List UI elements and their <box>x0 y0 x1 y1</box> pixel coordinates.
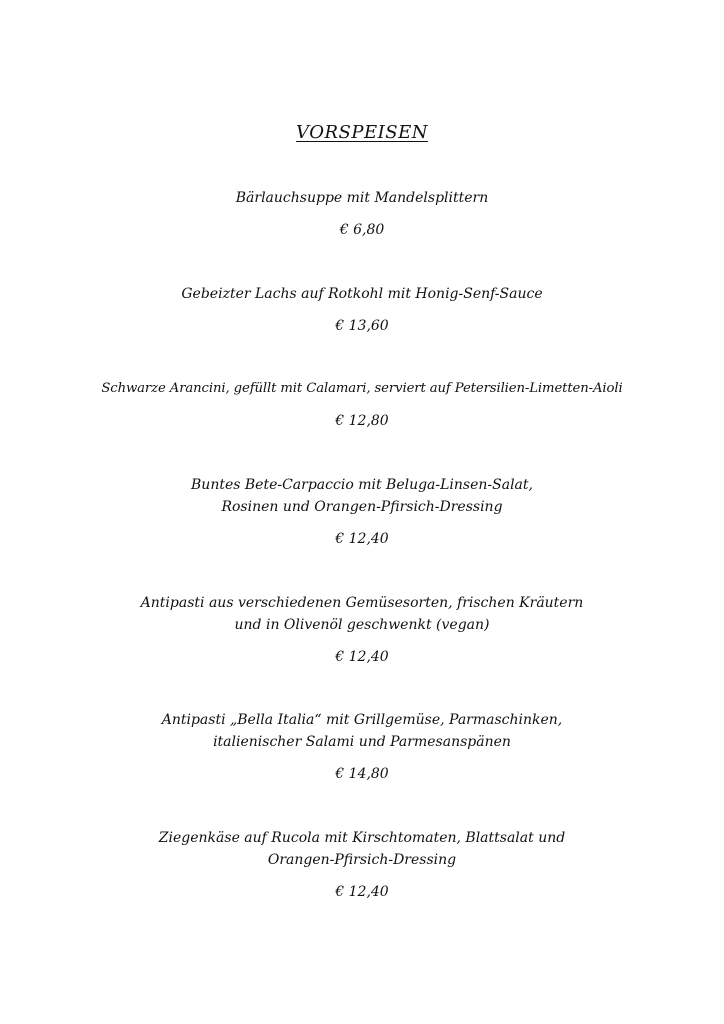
menu-item-description-line-2: und in Olivenöl geschwenkt (vegan) <box>234 617 490 633</box>
menu-item-description-line-1: Antipasti „Bella Italia“ mit Grillgemüse, Parmaschinken, <box>161 712 563 728</box>
menu-item-description: Bärlauchsuppe mit Mandelsplittern <box>235 190 489 206</box>
menu-item <box>0 592 724 668</box>
menu-item-description-line-2: italienischer Salami und Parmesanspänen <box>213 734 511 750</box>
menu-item-description-line-2: Orangen-Pfirsich-Dressing <box>267 852 457 868</box>
menu-item-description-line-2: Rosinen und Orangen-Pfirsich-Dressing <box>221 499 503 515</box>
menu-item-description: Schwarze Arancini, gefüllt mit Calamari, serviert auf Petersilien-Limetten-Aioli <box>101 381 623 396</box>
menu-item-description: Gebeizter Lachs auf Rotkohl mit Honig-Senf-Sauce <box>181 286 543 302</box>
menu-item <box>0 187 724 241</box>
menu-item-price: € 13,60 <box>335 318 389 334</box>
menu-item <box>0 378 724 432</box>
menu-item <box>0 827 724 903</box>
menu-item-price: € 12,40 <box>335 649 389 665</box>
menu-item-description-line-1: Antipasti aus verschiedenen Gemüsesorten, frischen Kräutern <box>140 595 584 611</box>
menu-item-price: € 6,80 <box>339 222 385 238</box>
menu-item <box>0 474 724 550</box>
menu-item-description-line-1: Ziegenkäse auf Rucola mit Kirschtomaten, Blattsalat und <box>158 830 566 846</box>
menu-item-price: € 14,80 <box>335 766 389 782</box>
menu-item-price: € 12,40 <box>335 884 389 900</box>
menu-item-price: € 12,80 <box>335 413 389 429</box>
menu-item-description-line-1: Buntes Bete-Carpaccio mit Beluga-Linsen-Salat, <box>191 477 533 493</box>
menu-item <box>0 283 724 337</box>
menu-item-price: € 12,40 <box>335 531 389 547</box>
menu-title: VORSPEISEN <box>296 122 428 143</box>
menu-item <box>0 709 724 785</box>
